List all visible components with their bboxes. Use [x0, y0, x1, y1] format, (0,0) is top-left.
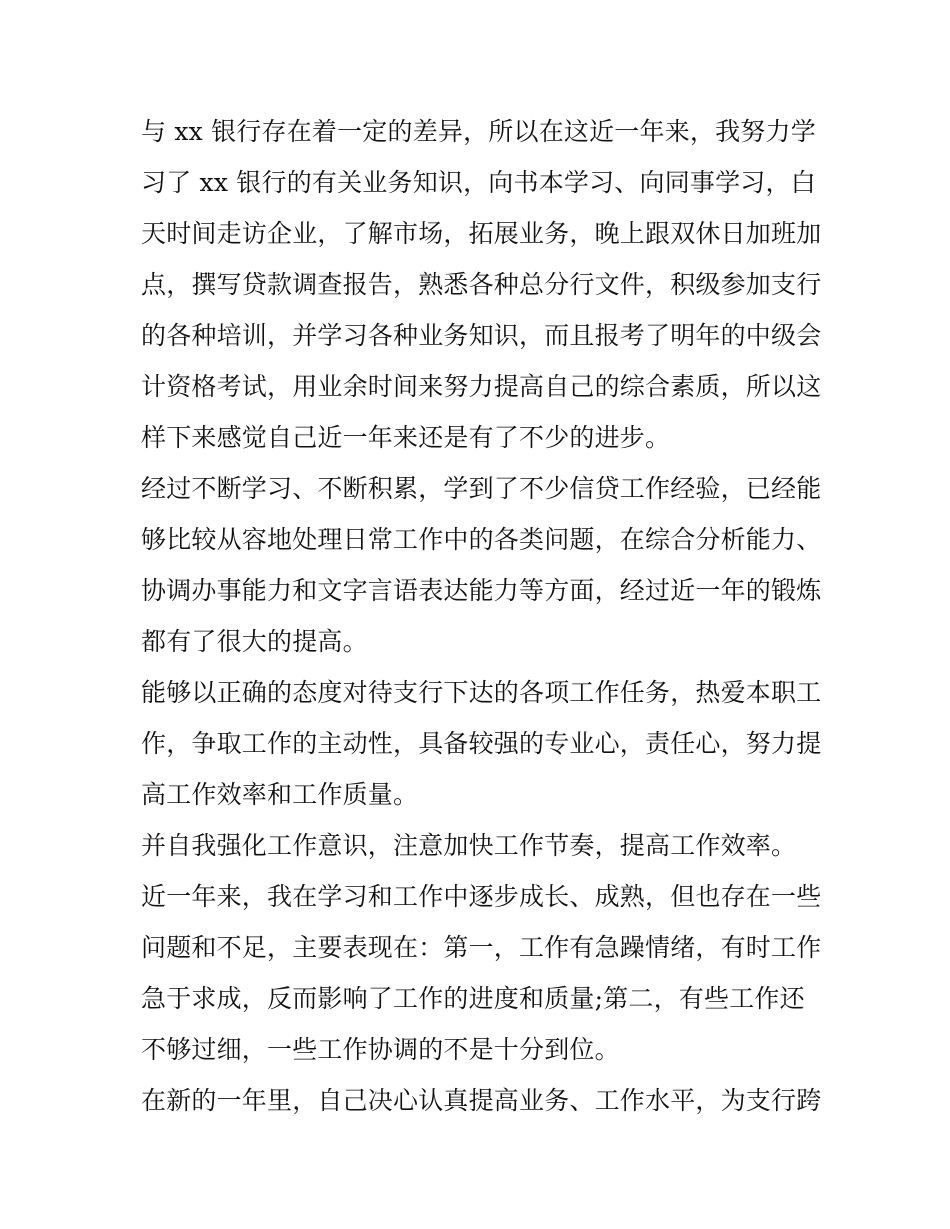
text-line-15: 并自我强化工作意识，注意加快工作节奏，提高工作效率。 — [141, 831, 797, 860]
text-line-1: 与 xx 银行存在着一定的差异，所以在这近一年来，我努力学 — [141, 117, 816, 146]
text-line-8: 经过不断学习、不断积累，学到了不少信贷工作经验，已经能 — [141, 474, 822, 503]
text-line-3: 天时间走访企业，了解市场，拓展业务，晚上跟双休日加班加 — [141, 219, 822, 248]
text-line-20: 在新的一年里，自己决心认真提高业务、工作水平，为支行跨 — [141, 1086, 822, 1115]
text-line-11: 都有了很大的提高。 — [141, 627, 368, 656]
text-line-17: 问题和不足，主要表现在：第一，工作有急躁情绪，有时工作 — [141, 933, 822, 962]
text-line-5: 的各种培训，并学习各种业务知识，而且报考了明年的中级会 — [141, 321, 822, 350]
text-line-19: 不够过细，一些工作协调的不是十分到位。 — [141, 1035, 620, 1064]
document-body — [141, 106, 821, 1126]
text-line-18: 急于求成，反而影响了工作的进度和质量;第二，有些工作还 — [141, 984, 805, 1013]
text-line-10: 协调办事能力和文字言语表达能力等方面，经过近一年的锻炼 — [141, 576, 822, 605]
text-line-14: 高工作效率和工作质量。 — [141, 780, 419, 809]
text-line-9: 够比较从容地处理日常工作中的各类问题，在综合分析能力、 — [141, 525, 822, 554]
text-line-4: 点，撰写贷款调查报告，熟悉各种总分行文件，积级参加支行 — [141, 270, 822, 299]
text-line-13: 作，争取工作的主动性，具备较强的专业心，责任心，努力提 — [141, 729, 822, 758]
text-line-16: 近一年来，我在学习和工作中逐步成长、成熟，但也存在一些 — [141, 882, 822, 911]
text-line-6: 计资格考试，用业余时间来努力提高自己的综合素质，所以这 — [141, 372, 822, 401]
text-line-12: 能够以正确的态度对待支行下达的各项工作任务，热爱本职工 — [141, 678, 822, 707]
text-line-2: 习了 xx 银行的有关业务知识，向书本学习、向同事学习，白 — [141, 168, 816, 197]
text-line-7: 样下来感觉自己近一年来还是有了不少的进步。 — [141, 423, 671, 452]
